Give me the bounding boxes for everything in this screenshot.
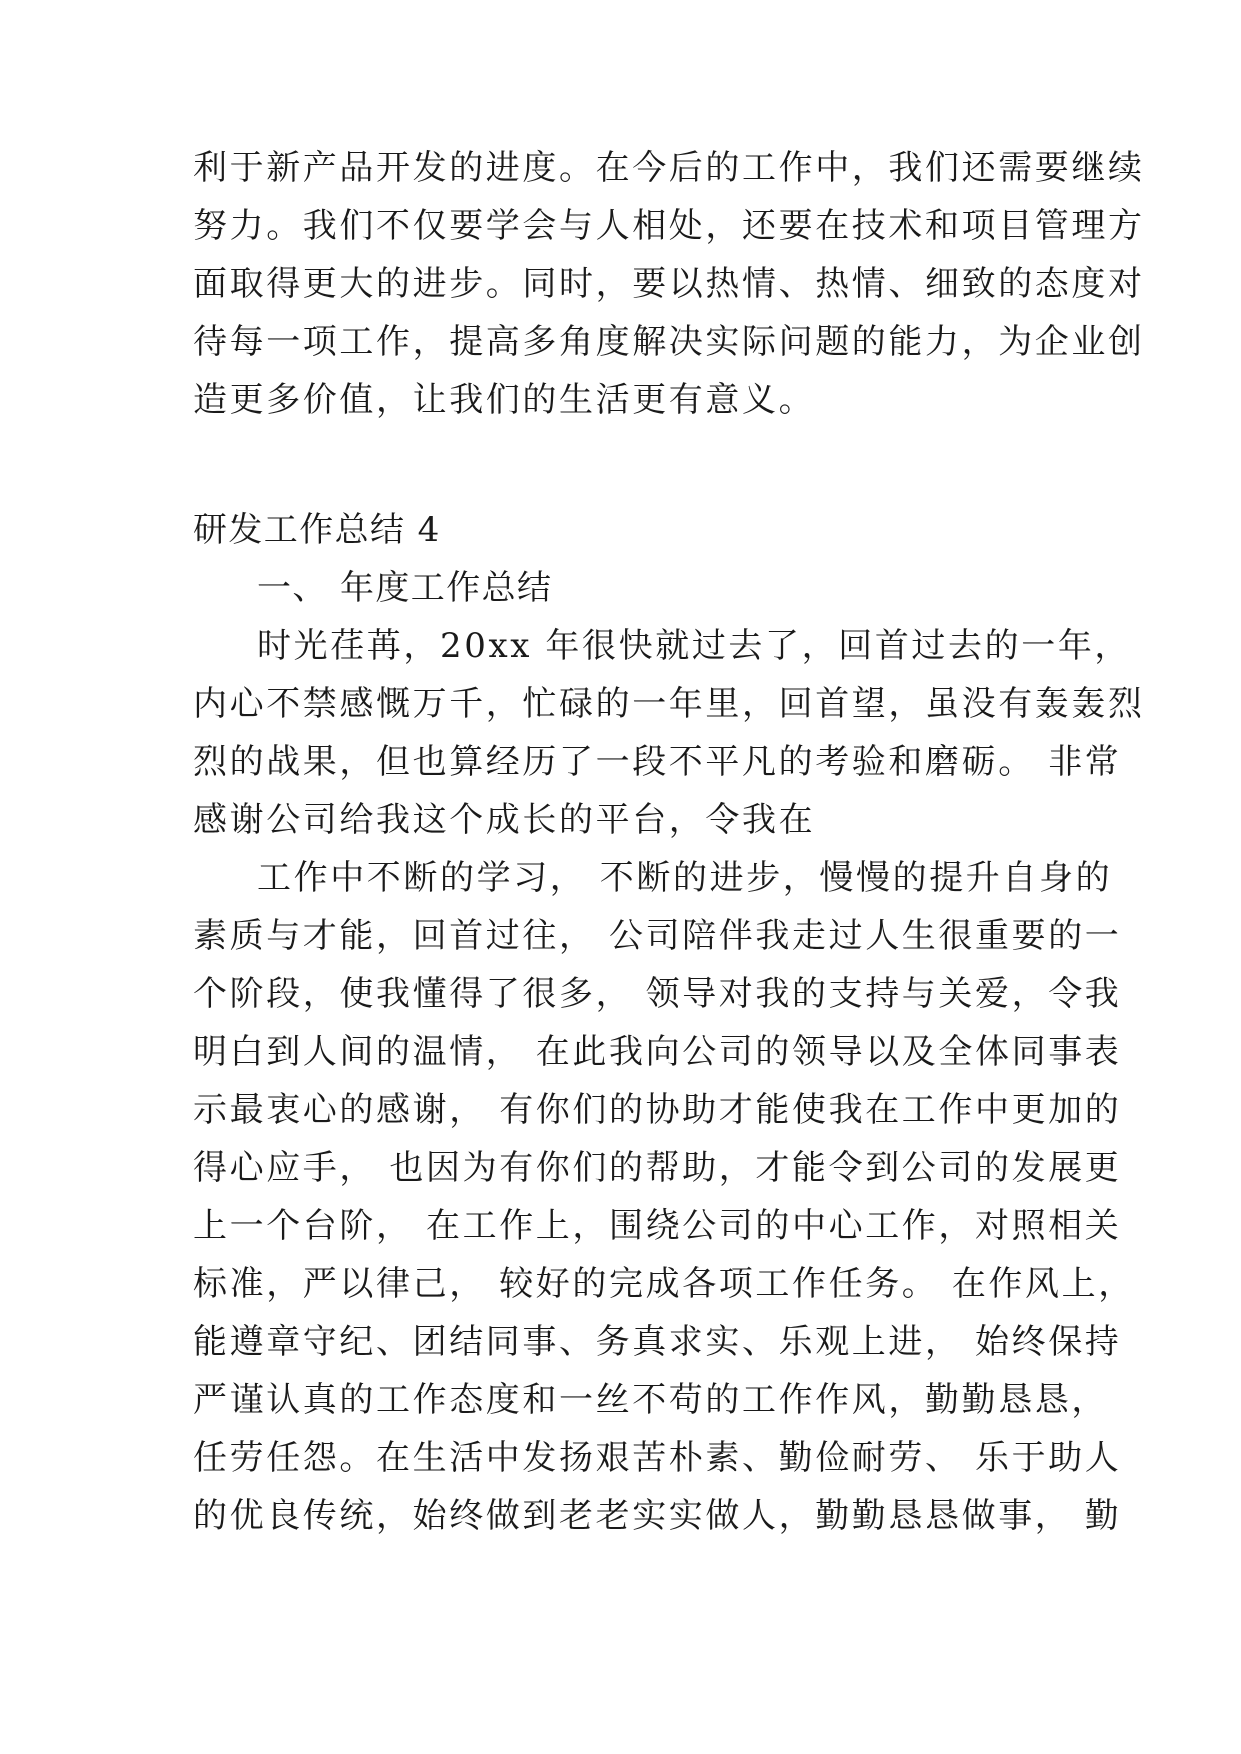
paragraph-line: 待每一项工作，提高多角度解决实际问题的能力，为企业创: [193, 322, 1145, 362]
paragraph-line: 示最衷心的感谢， 有你们的协助才能使我在工作中更加的: [193, 1090, 1122, 1130]
section-title: 研发工作总结 4: [193, 510, 441, 550]
paragraph-line: 任劳任怨。在生活中发扬艰苦朴素、勤俭耐劳、 乐于助人: [193, 1438, 1122, 1478]
subsection-title: 一、 年度工作总结: [257, 568, 553, 608]
paragraph-line: 造更多价值，让我们的生活更有意义。: [193, 380, 816, 420]
paragraph-line: 明白到人间的温情， 在此我向公司的领导以及全体同事表: [193, 1032, 1122, 1072]
paragraph-line: 感谢公司给我这个成长的平台，令我在: [193, 800, 816, 840]
paragraph-line: 努力。我们不仅要学会与人相处，还要在技术和项目管理方: [193, 206, 1145, 246]
paragraph-line: 内心不禁感慨万千，忙碌的一年里，回首望，虽没有轰轰烈: [193, 684, 1145, 724]
paragraph-line: 个阶段，使我懂得了很多， 领导对我的支持与关爱，令我: [193, 974, 1122, 1014]
paragraph-line: 素质与才能，回首过往， 公司陪伴我走过人生很重要的一: [193, 916, 1122, 956]
paragraph-line: 的优良传统，始终做到老老实实做人，勤勤恳恳做事， 勤: [193, 1496, 1122, 1536]
paragraph-line: 面取得更大的进步。同时，要以热情、热情、细致的态度对: [193, 264, 1145, 304]
paragraph-line: 烈的战果，但也算经历了一段不平凡的考验和磨砺。 非常: [193, 742, 1122, 782]
paragraph-line: 能遵章守纪、团结同事、务真求实、乐观上进， 始终保持: [193, 1322, 1122, 1362]
paragraph-line: 上一个台阶， 在工作上，围绕公司的中心工作，对照相关: [193, 1206, 1122, 1246]
paragraph-line: 严谨认真的工作态度和一丝不苟的工作作风，勤勤恳恳，: [193, 1380, 1108, 1420]
paragraph-line: 得心应手， 也因为有你们的帮助，才能令到公司的发展更: [193, 1148, 1122, 1188]
paragraph-line: 标准，严以律己， 较好的完成各项工作任务。 在作风上，: [193, 1264, 1135, 1304]
paragraph-line: 时光荏苒，20xx 年很快就过去了，回首过去的一年，: [257, 626, 1132, 666]
paragraph-line: 工作中不断的学习， 不断的进步，慢慢的提升自身的: [257, 858, 1113, 898]
paragraph-line: 利于新产品开发的进度。在今后的工作中，我们还需要继续: [193, 148, 1145, 188]
